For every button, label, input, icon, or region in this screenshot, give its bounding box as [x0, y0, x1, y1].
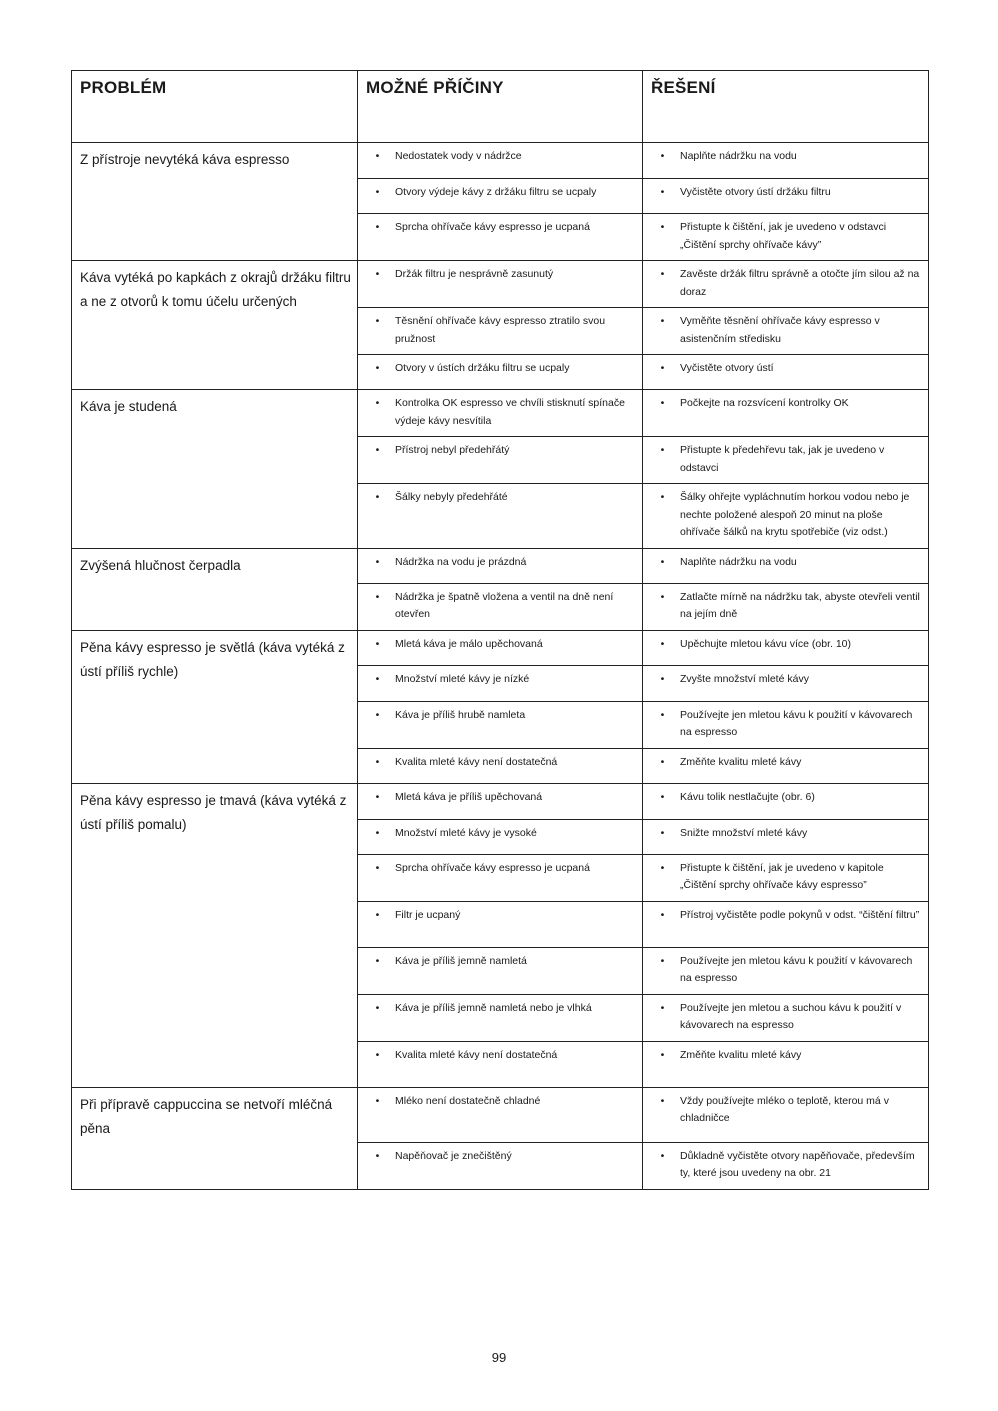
cause-text: Sprcha ohřívače kávy espresso je ucpaná [395, 221, 590, 233]
cause-item [358, 789, 636, 807]
table-row [72, 143, 929, 179]
cause-item [358, 395, 636, 430]
bullet-icon: • [375, 861, 380, 874]
cause-text: Těsnění ohřívače kávy espresso ztratilo svou pružnost [395, 315, 606, 345]
bullet-icon: • [660, 826, 665, 839]
table-row [72, 548, 929, 583]
bullet-icon: • [375, 491, 380, 503]
solution-cell [643, 1041, 929, 1087]
solution-item [643, 1000, 922, 1035]
solution-item [643, 860, 922, 895]
solution-item [643, 636, 922, 654]
table-row [72, 783, 929, 819]
cause-cell [358, 748, 643, 783]
solution-text: Kávu tolik nestlačujte (obr. 6) [680, 790, 815, 803]
bullet-icon: • [375, 362, 380, 374]
bullet-icon: • [660, 790, 665, 803]
solution-cell [643, 901, 929, 947]
cause-text: Káva je příliš jemně namletá [395, 954, 527, 967]
cause-text: Kvalita mleté kávy není dostatečná [395, 1048, 558, 1061]
solution-item [643, 825, 922, 843]
solution-cell [643, 548, 929, 583]
cause-cell [358, 355, 643, 390]
bullet-icon: • [660, 186, 665, 198]
solution-text: Zavěste držák filtru správně a otočte jím silou až na doraz [680, 268, 920, 298]
cause-item [358, 953, 636, 971]
solution-cell [643, 484, 929, 549]
cause-item [358, 148, 636, 166]
cause-text: Nádržka je špatně vložena a ventil na dně není otevřen [395, 590, 614, 620]
solution-cell [643, 1142, 929, 1189]
bullet-icon: • [660, 362, 665, 374]
bullet-icon: • [375, 268, 380, 280]
solution-cell [643, 665, 929, 701]
cause-cell [358, 484, 643, 549]
cause-text: Kontrolka OK espresso ve chvíli stisknutí spínače výdeje kávy nesvítila [395, 397, 625, 427]
cause-cell [358, 1142, 643, 1189]
bullet-icon: • [375, 1001, 380, 1014]
solution-item [643, 313, 922, 348]
header-solutions: ŘEŠENÍ [643, 71, 929, 143]
bullet-icon: • [660, 908, 665, 921]
bullet-icon: • [660, 397, 665, 409]
table-row [72, 261, 929, 308]
solution-text: Naplňte nádržku na vodu [680, 555, 797, 568]
cause-text: Množství mleté kávy je nízké [395, 672, 530, 685]
cause-cell [358, 214, 643, 261]
solution-cell [643, 819, 929, 854]
solution-text: Upěchujte mletou kávu více (obr. 10) [680, 637, 852, 650]
cause-cell [358, 854, 643, 901]
bullet-icon: • [660, 1048, 665, 1061]
solution-cell [643, 308, 929, 355]
cause-cell [358, 583, 643, 630]
table-body [72, 143, 929, 1190]
solution-item [643, 219, 922, 254]
solution-item [643, 266, 922, 301]
solution-item [643, 148, 922, 166]
solution-item [643, 1148, 922, 1183]
cause-item [358, 313, 636, 348]
cause-text: Napěňovač je znečištěný [395, 1149, 512, 1162]
solution-item [643, 907, 922, 925]
problem-cell: Z přístroje nevytéká káva espresso [72, 143, 358, 261]
solution-text: Přístroj vyčistěte podle pokynů v odst. “čištění filtru” [680, 908, 920, 921]
table-row [72, 630, 929, 665]
cause-cell [358, 261, 643, 308]
header-causes: MOŽNÉ PŘÍČINY [358, 71, 643, 143]
bullet-icon: • [375, 755, 380, 768]
bullet-icon: • [375, 555, 380, 568]
header-problem: PROBLÉM [72, 71, 358, 143]
solution-cell [643, 701, 929, 748]
solution-text: Počkejte na rozsvícení kontrolky OK [680, 397, 849, 409]
solution-cell [643, 1087, 929, 1142]
cause-item [358, 1148, 636, 1166]
bullet-icon: • [660, 637, 665, 650]
solution-text: Snižte množství mleté kávy [680, 826, 808, 839]
solution-cell [643, 390, 929, 437]
cause-text: Otvory výdeje kávy z držáku filtru se ucpaly [395, 186, 597, 198]
cause-item [358, 360, 636, 378]
bullet-icon: • [660, 708, 665, 721]
cause-text: Sprcha ohřívače kávy espresso je ucpaná [395, 861, 590, 874]
cause-cell [358, 548, 643, 583]
cause-cell [358, 819, 643, 854]
cause-item [358, 1047, 636, 1065]
cause-text: Množství mleté kávy je vysoké [395, 826, 537, 839]
cause-item [358, 636, 636, 654]
solution-item [643, 489, 922, 542]
bullet-icon: • [375, 1149, 380, 1162]
bullet-icon: • [660, 150, 665, 162]
bullet-icon: • [375, 1048, 380, 1061]
solution-item [643, 589, 922, 624]
solution-cell [643, 854, 929, 901]
bullet-icon: • [375, 1094, 380, 1107]
cause-cell [358, 1041, 643, 1087]
solution-text: Důkladně vyčistěte otvory napěňovače, především ty, které jsou uvedeny na obr. 21 [680, 1149, 915, 1179]
bullet-icon: • [660, 444, 665, 456]
problem-cell: Káva vytéká po kapkách z okrajů držáku filtru a ne z otvorů k tomu účelu určených [72, 261, 358, 390]
bullet-icon: • [375, 590, 380, 603]
solution-cell [643, 355, 929, 390]
bullet-icon: • [660, 1001, 665, 1014]
solution-item [643, 789, 922, 807]
cause-item [358, 554, 636, 572]
solution-text: Změňte kvalitu mleté kávy [680, 755, 802, 768]
bullet-icon: • [660, 954, 665, 967]
cause-cell [358, 143, 643, 179]
problem-cell: Pěna kávy espresso je tmavá (káva vytéká z ústí příliš pomalu) [72, 783, 358, 1087]
solution-text: Přistupte k předehřevu tak, jak je uvedeno v odstavci [680, 444, 885, 474]
solution-cell [643, 947, 929, 994]
cause-text: Mletá káva je příliš upěchovaná [395, 790, 543, 803]
cause-item [358, 671, 636, 689]
bullet-icon: • [660, 315, 665, 327]
bullet-icon: • [375, 637, 380, 650]
page-number: 99 [491, 1350, 507, 1365]
solution-cell [643, 994, 929, 1041]
solution-text: Vyměňte těsnění ohřívače kávy espresso v asistenčním středisku [680, 315, 880, 345]
bullet-icon: • [375, 186, 380, 198]
solution-cell [643, 748, 929, 783]
solution-text: Používejte jen mletou kávu k použití v kávovarech na espresso [680, 708, 913, 738]
cause-item [358, 219, 636, 237]
bullet-icon: • [375, 708, 380, 721]
solution-cell [643, 583, 929, 630]
bullet-icon: • [375, 397, 380, 409]
solution-item [643, 442, 922, 477]
solution-text: Změňte kvalitu mleté kávy [680, 1048, 802, 1061]
cause-item [358, 442, 636, 460]
cause-item [358, 1093, 636, 1111]
problem-cell: Zvýšená hlučnost čerpadla [72, 548, 358, 630]
cause-item [358, 266, 636, 284]
cause-text: Káva je příliš jemně namletá nebo je vlhká [395, 1001, 592, 1014]
problem-cell: Káva je studená [72, 390, 358, 549]
bullet-icon: • [660, 1149, 665, 1162]
cause-item [358, 707, 636, 725]
bullet-icon: • [660, 555, 665, 568]
cause-cell [358, 437, 643, 484]
header-row [72, 71, 929, 143]
cause-text: Nedostatek vody v nádržce [395, 150, 522, 162]
solution-text: Šálky ohřejte vypláchnutím horkou vodou nebo je nechte položené alespoň 20 minut na ploše ohřívače šálků na krytu spotřebiče (viz odst.) [680, 491, 910, 538]
solution-item [643, 754, 922, 772]
cause-item [358, 825, 636, 843]
cause-text: Filtr je ucpaný [395, 908, 461, 921]
troubleshooting-table [71, 70, 929, 1190]
solution-text: Vždy používejte mléko o teplotě, kterou má v chladničce [680, 1094, 889, 1124]
solution-cell [643, 143, 929, 179]
cause-cell [358, 901, 643, 947]
cause-text: Kvalita mleté kávy není dostatečná [395, 755, 558, 768]
bullet-icon: • [660, 221, 665, 233]
bullet-icon: • [375, 908, 380, 921]
cause-cell [358, 630, 643, 665]
cause-cell [358, 1087, 643, 1142]
cause-text: Mléko není dostatečně chladné [395, 1094, 541, 1107]
table-row [72, 1087, 929, 1142]
bullet-icon: • [375, 954, 380, 967]
bullet-icon: • [660, 672, 665, 685]
cause-cell [358, 390, 643, 437]
solution-cell [643, 437, 929, 484]
cause-cell [358, 179, 643, 214]
bullet-icon: • [660, 1094, 665, 1107]
solution-item [643, 184, 922, 202]
solution-text: Zatlačte mírně na nádržku tak, abyste otevřeli ventil na jejím dně [680, 590, 920, 620]
cause-text: Přístroj nebyl předehřátý [395, 444, 510, 456]
cause-cell [358, 947, 643, 994]
bullet-icon: • [660, 268, 665, 280]
solution-text: Používejte jen mletou a suchou kávu k použití v kávovarech na espresso [680, 1001, 902, 1031]
cause-item [358, 184, 636, 202]
solution-cell [643, 261, 929, 308]
solution-text: Používejte jen mletou kávu k použití v kávovarech na espresso [680, 954, 913, 984]
bullet-icon: • [375, 315, 380, 327]
solution-text: Přistupte k čištění, jak je uvedeno v odstavci „Čištění sprchy ohřívače kávy” [680, 221, 887, 251]
solution-cell [643, 179, 929, 214]
cause-cell [358, 701, 643, 748]
cause-item [358, 589, 636, 624]
cause-text: Šálky nebyly předehřáté [395, 491, 508, 503]
bullet-icon: • [375, 790, 380, 803]
cause-text: Mletá káva je málo upěchovaná [395, 637, 543, 650]
solution-text: Zvyšte množství mleté kávy [680, 672, 809, 685]
bullet-icon: • [660, 861, 665, 874]
bullet-icon: • [375, 672, 380, 685]
solution-item [643, 953, 922, 988]
problem-cell: Při přípravě cappuccina se netvoří mléčná pěna [72, 1087, 358, 1189]
cause-cell [358, 783, 643, 819]
solution-cell [643, 214, 929, 261]
bullet-icon: • [375, 221, 380, 233]
bullet-icon: • [375, 444, 380, 456]
solution-item [643, 554, 922, 572]
cause-text: Otvory v ústích držáku filtru se ucpaly [395, 362, 570, 374]
problem-cell: Pěna kávy espresso je světlá (káva vytéká z ústí příliš rychle) [72, 630, 358, 783]
solution-item [643, 1047, 922, 1065]
bullet-icon: • [375, 826, 380, 839]
bullet-icon: • [660, 590, 665, 603]
cause-cell [358, 308, 643, 355]
bullet-icon: • [660, 491, 665, 503]
cause-text: Káva je příliš hrubě namleta [395, 708, 526, 721]
solution-item [643, 1093, 922, 1128]
bullet-icon: • [375, 150, 380, 162]
cause-text: Nádržka na vodu je prázdná [395, 555, 527, 568]
solution-cell [643, 783, 929, 819]
cause-text: Držák filtru je nesprávně zasunutý [395, 268, 554, 280]
solution-text: Vyčistěte otvory ústí [680, 362, 774, 374]
cause-item [358, 1000, 636, 1018]
cause-item [358, 860, 636, 878]
cause-cell [358, 665, 643, 701]
solution-text: Vyčistěte otvory ústí držáku filtru [680, 186, 831, 198]
cause-item [358, 489, 636, 507]
solution-cell [643, 630, 929, 665]
cause-item [358, 754, 636, 772]
cause-cell [358, 994, 643, 1041]
solution-item [643, 360, 922, 378]
cause-item [358, 907, 636, 925]
solution-text: Naplňte nádržku na vodu [680, 150, 797, 162]
solution-item [643, 707, 922, 742]
bullet-icon: • [660, 755, 665, 768]
table-row [72, 390, 929, 437]
solution-item [643, 395, 922, 413]
solution-text: Přistupte k čištění, jak je uvedeno v kapitole „Čištění sprchy ohřívače kávy espresso” [680, 861, 884, 891]
solution-item [643, 671, 922, 689]
